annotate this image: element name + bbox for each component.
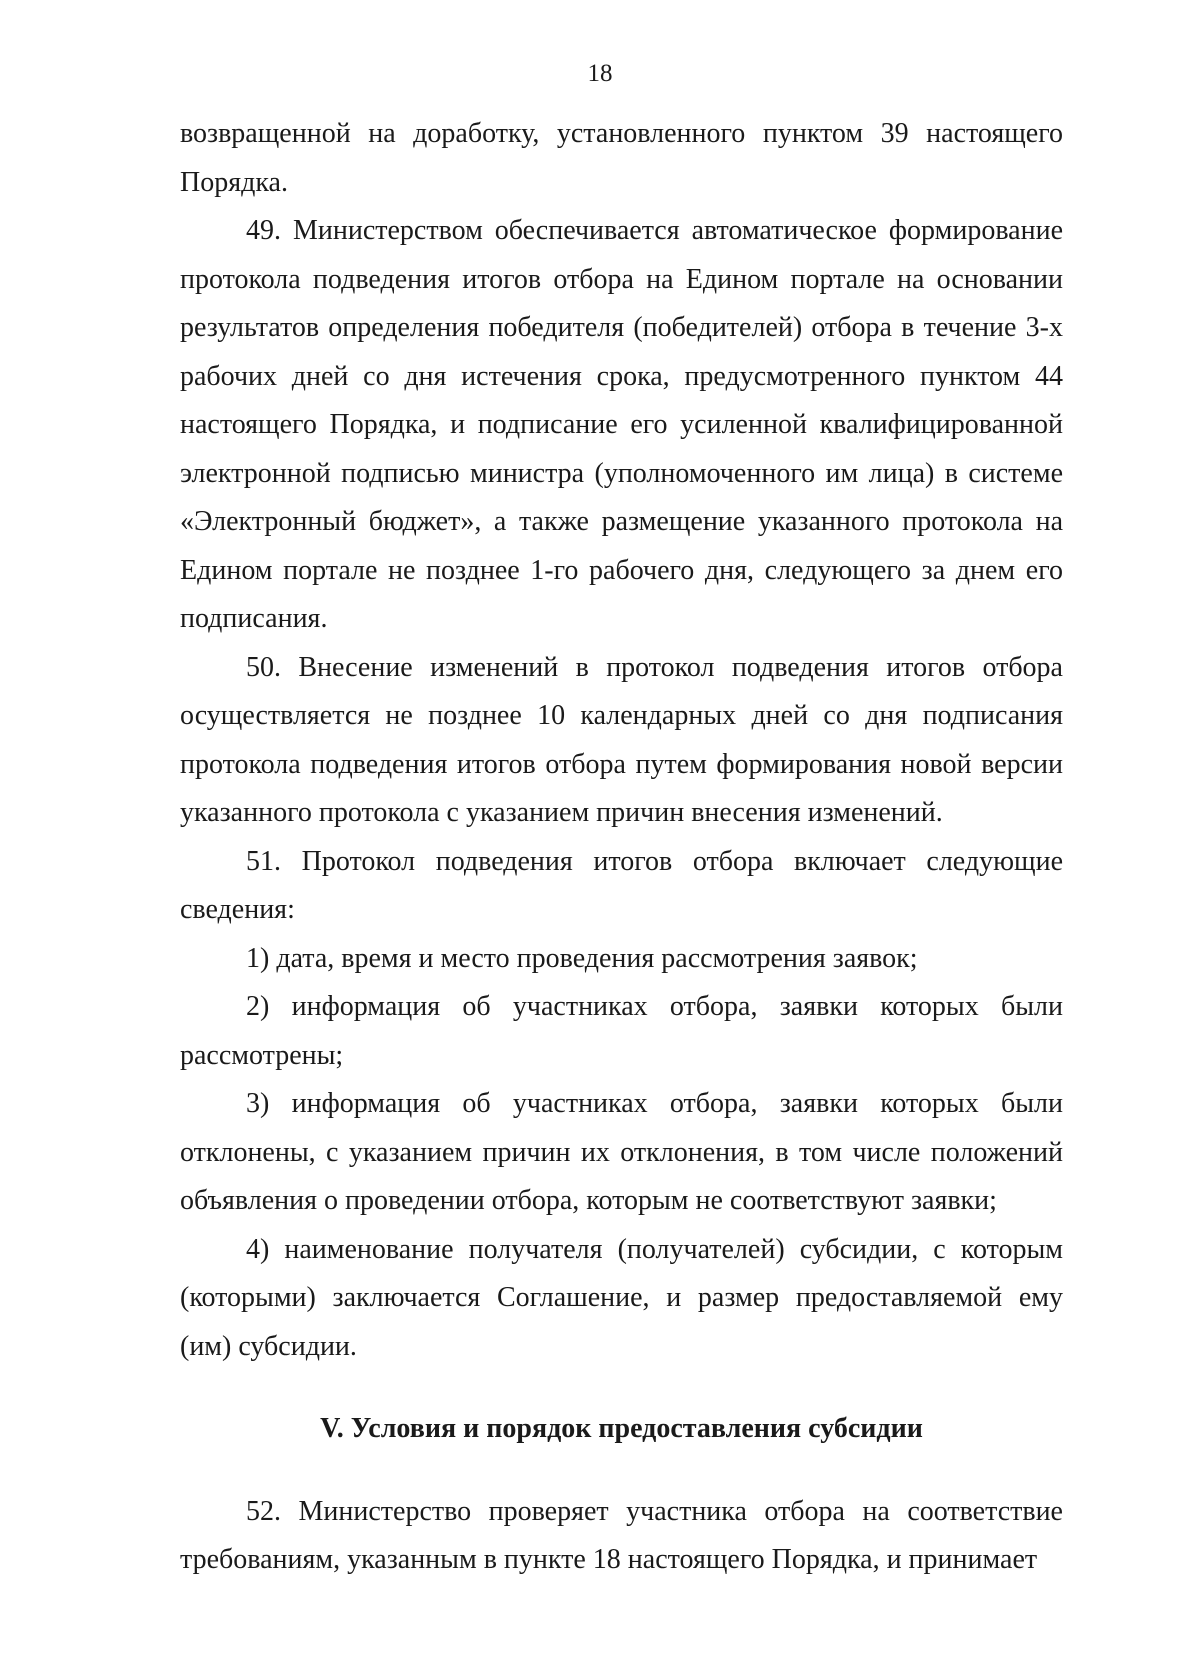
document-body <box>180 110 1063 1585</box>
paragraph-49: 49. Министерством обеспечивается автоматическое формирование протокола подведения итогов отбора на Едином портале на основании результатов определения победителя (победителей) отбора в течение 3-х рабочих дней со дня истечения срока, предусмотренного пунктом 44 настоящего Порядка, и подписание его усиленной квалифицированной электронной подписью министра (уполномоченного им лица) в системе «Электронный бюджет», а также размещение указанного протокола на Едином портале не позднее 1-го рабочего дня, следующего за днем его подписания. <box>180 215 1063 634</box>
list-item-51-3: 3) информация об участниках отбора, заявки которых были отклонены, с указанием причин их отклонения, в том числе положений объявления о проведении отбора, которым не соответствуют заявки; <box>180 1088 1063 1216</box>
section-v-heading: V. Условия и порядок предоставления субсидии <box>320 1413 923 1444</box>
list-item-51-4: 4) наименование получателя (получателей) субсидии, с которым (которыми) заключается Соглашение, и размер предоставляемой ему (им) субсидии. <box>180 1233 1063 1362</box>
paragraph-continuation: возвращенной на доработку, установленного пунктом 39 настоящего Порядка. <box>180 118 1063 198</box>
paragraph-52: 52. Министерство проверяет участника отбора на соответствие требованиям, указанным в пункте 18 настоящего Порядка, и принимает <box>180 1495 1063 1575</box>
list-item-51-2: 2) информация об участниках отбора, заявки которых были рассмотрены; <box>180 991 1063 1071</box>
paragraph-50: 50. Внесение изменений в протокол подведения итогов отбора осуществляется не позднее 10 календарных дней со дня подписания протокола подведения итогов отбора путем формирования новой версии указанного протокола с указанием причин внесения изменений. <box>180 651 1063 828</box>
list-item-51-1: 1) дата, время и место проведения рассмотрения заявок; <box>246 942 918 974</box>
page-number: 18 <box>587 60 613 87</box>
paragraph-51: 51. Протокол подведения итогов отбора включает следующие сведения: <box>180 845 1063 925</box>
